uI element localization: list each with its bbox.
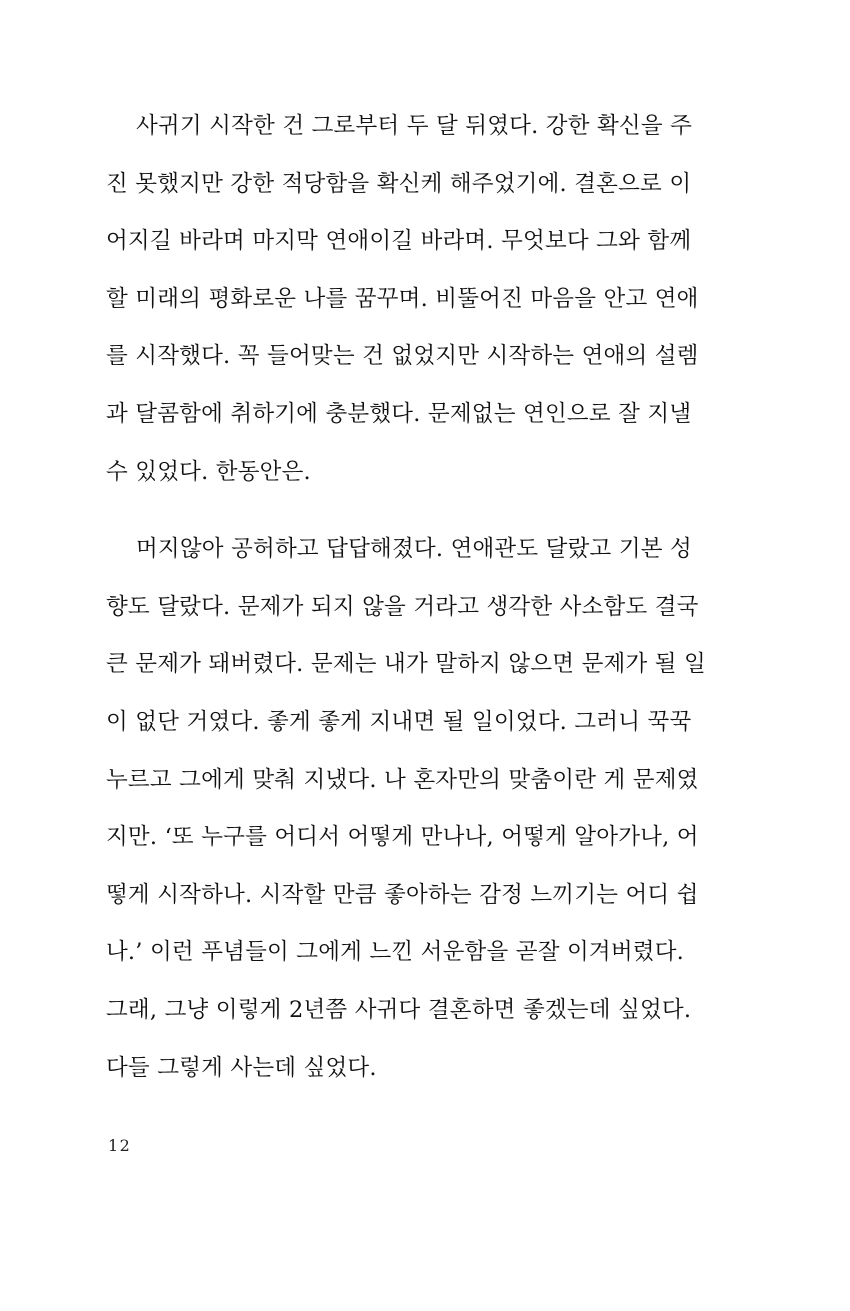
text-line: 나.’ 이런 푸념들이 그에게 느낀 서운함을 곧잘 이겨버렸다. — [106, 939, 685, 966]
text-line: 떻게 시작하나. 시작할 만큼 좋아하는 감정 느끼기는 어디 쉽 — [106, 881, 699, 908]
text-line: 다들 그렇게 사는데 싶었다. — [106, 1054, 377, 1081]
page-number: 12 — [108, 1136, 132, 1155]
text-line: 수 있었다. 한동안은. — [106, 458, 311, 485]
text-line: 누르고 그에게 맞춰 지냈다. 나 혼자만의 맞춤이란 게 문제였 — [106, 766, 699, 793]
text-line: 머지않아 공허하고 답답해졌다. 연애관도 달랐고 기본 성 — [136, 536, 692, 563]
text-line: 큰 문제가 돼버렸다. 문제는 내가 말하지 않으면 문제가 될 일 — [106, 651, 706, 678]
text-line: 그래, 그냥 이렇게 2년쯤 사귀다 결혼하면 좋겠는데 싶었다. — [106, 996, 692, 1023]
text-line: 과 달콤함에 취하기에 충분했다. 문제없는 연인으로 잘 지낼 — [106, 400, 692, 427]
text-line: 이 없단 거였다. 좋게 좋게 지내면 될 일이었다. 그러니 꾹꾹 — [106, 708, 692, 735]
body-text — [106, 98, 706, 1097]
paragraph-1 — [106, 98, 699, 501]
text-line: 사귀기 시작한 건 그로부터 두 달 뒤였다. 강한 확신을 주 — [136, 113, 693, 139]
text-line: 어지길 바라며 마지막 연애이길 바라며. 무엇보다 그와 함께 — [106, 228, 692, 255]
text-line: 향도 달랐다. 문제가 되지 않을 거라고 생각한 사소함도 결국 — [106, 593, 699, 620]
text-line: 진 못했지만 강한 적당함을 확신케 해주었기에. 결혼으로 이 — [106, 170, 692, 197]
text-line: 지만. ‘또 누구를 어디서 어떻게 만나나, 어떻게 알아가나, 어 — [106, 824, 699, 851]
text-line: 할 미래의 평화로운 나를 꿈꾸며. 비뚤어진 마음을 안고 연애 — [106, 285, 699, 312]
text-line: 를 시작했다. 꼭 들어맞는 건 없었지만 시작하는 연애의 설렘 — [106, 343, 699, 370]
paragraph-2 — [106, 521, 706, 1097]
